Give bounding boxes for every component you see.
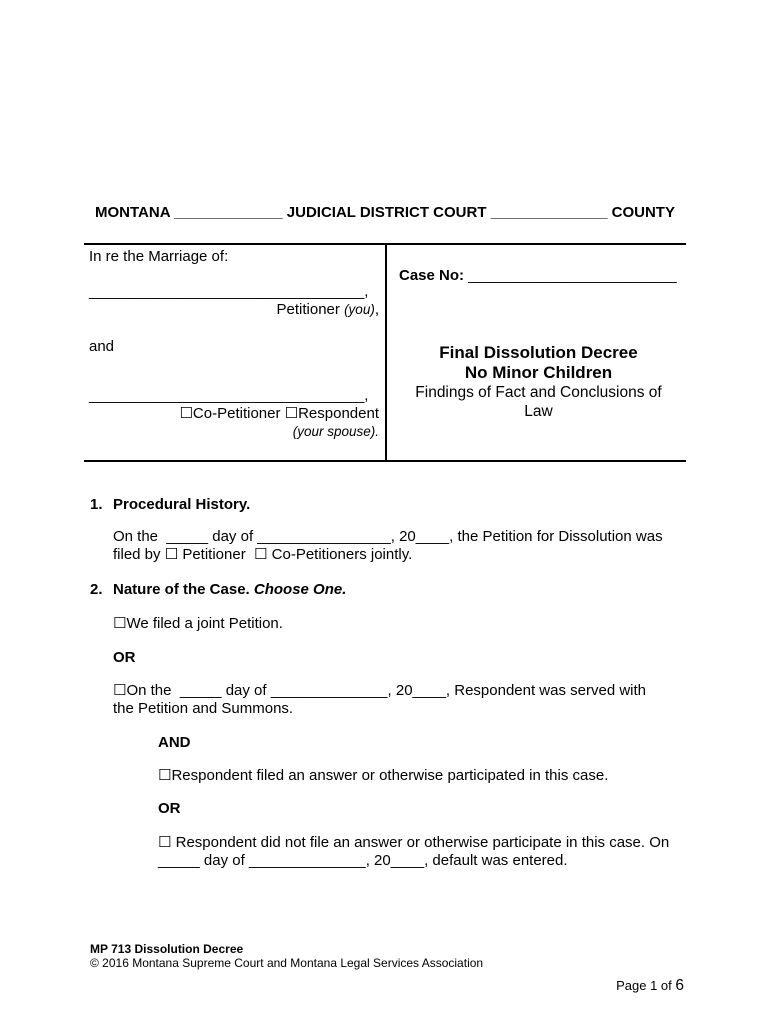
case-number-blank[interactable]: _________________________ <box>468 267 677 284</box>
or-separator-2: OR <box>158 800 181 817</box>
page-number <box>616 977 684 995</box>
default-text-line1: Respondent did not file an answer or otherwise participate in this case. On <box>171 834 670 851</box>
section-2-heading <box>84 581 686 599</box>
served-option <box>113 682 686 718</box>
nature-of-case-text: Nature of the Case. <box>113 581 254 598</box>
section-1-heading-text: Procedural History. <box>113 496 251 513</box>
default-option-line1 <box>158 834 686 852</box>
co-petitioners-option-text: Co-Petitioners jointly. <box>267 546 413 563</box>
served-option-line1 <box>113 682 686 700</box>
respondent-checkbox-icon[interactable]: ☐ <box>284 405 299 422</box>
in-re-line: In re the Marriage of: <box>89 248 229 265</box>
parties-column <box>84 245 385 460</box>
served-checkbox-icon[interactable]: ☐ <box>113 682 127 699</box>
section-1-paragraph <box>113 528 686 564</box>
and-label: and <box>89 338 115 355</box>
answer-filed-checkbox-icon[interactable]: ☐ <box>158 767 172 784</box>
co-petitioner-respondent-line <box>89 405 379 423</box>
respondent-label: Respondent <box>298 405 379 422</box>
section-2-number: 2. <box>90 581 103 598</box>
petitioner-label: Petitioner <box>276 301 345 318</box>
answer-filed-option <box>158 767 686 785</box>
co-petitioner-checkbox-icon[interactable]: ☐ <box>179 405 193 422</box>
answer-filed-text: Respondent filed an answer or otherwise participated in this case. <box>171 767 609 784</box>
and-separator: AND <box>158 734 191 751</box>
procedural-history-line1: On the _____ day of ________________, 20____, the Petition for Dissolution was <box>113 528 663 545</box>
document-subtitle: Findings of Fact and Conclusions of Law <box>415 384 667 420</box>
default-option-line2: _____ day of ______________, 20____, default was entered. <box>158 852 568 869</box>
document-title-line2: No Minor Children <box>464 363 613 382</box>
page-total: 6 <box>675 977 684 994</box>
respondent-name-blank[interactable]: _________________________________, <box>89 387 369 404</box>
section-1-number: 1. <box>90 496 103 513</box>
joint-petition-text: We filed a joint Petition. <box>126 615 283 632</box>
copyright-footer: © 2016 Montana Supreme Court and Montana Legal Services Association <box>90 956 484 970</box>
section-1-heading <box>84 496 686 514</box>
or-separator-1: OR <box>113 649 136 666</box>
petitioner-filed-checkbox-icon[interactable]: ☐ <box>164 546 179 563</box>
served-text-line1: On the _____ day of ______________, 20____, Respondent was served with <box>126 682 647 699</box>
co-petitioners-filed-checkbox-icon[interactable]: ☐ <box>254 546 268 563</box>
default-entered-option <box>158 834 686 870</box>
petitioner-label-line <box>89 301 379 319</box>
served-option-line2: the Petition and Summons. <box>113 700 294 717</box>
filed-by-text: filed by <box>113 546 165 563</box>
choose-one-text: Choose One. <box>253 581 347 598</box>
case-caption-box <box>84 243 686 462</box>
case-number-line <box>399 267 678 285</box>
page-number-label: Page 1 of <box>616 978 676 993</box>
spouse-note: (your spouse). <box>292 424 379 439</box>
petitioner-option-text: Petitioner <box>178 546 255 563</box>
petitioner-comma: , <box>374 301 379 318</box>
section-2-heading-text <box>113 581 346 599</box>
joint-petition-option <box>113 615 686 633</box>
petitioner-name-blank[interactable]: _________________________________, <box>89 283 369 300</box>
document-title-block <box>399 343 678 421</box>
form-id-footer: MP 713 Dissolution Decree <box>90 942 244 956</box>
court-header-title: MONTANA _____________ JUDICIAL DISTRICT COURT ______________ COUNTY <box>95 204 675 221</box>
case-number-label: Case No: <box>399 267 469 284</box>
case-info-column <box>385 245 686 460</box>
co-petitioner-label: Co-Petitioner <box>192 405 285 422</box>
petitioner-you-note: (you) <box>344 302 375 317</box>
document-title-line1: Final Dissolution Decree <box>439 343 638 362</box>
procedural-history-line2 <box>113 546 686 564</box>
joint-petition-checkbox-icon[interactable]: ☐ <box>113 615 127 632</box>
default-checkbox-icon[interactable]: ☐ <box>158 834 172 851</box>
